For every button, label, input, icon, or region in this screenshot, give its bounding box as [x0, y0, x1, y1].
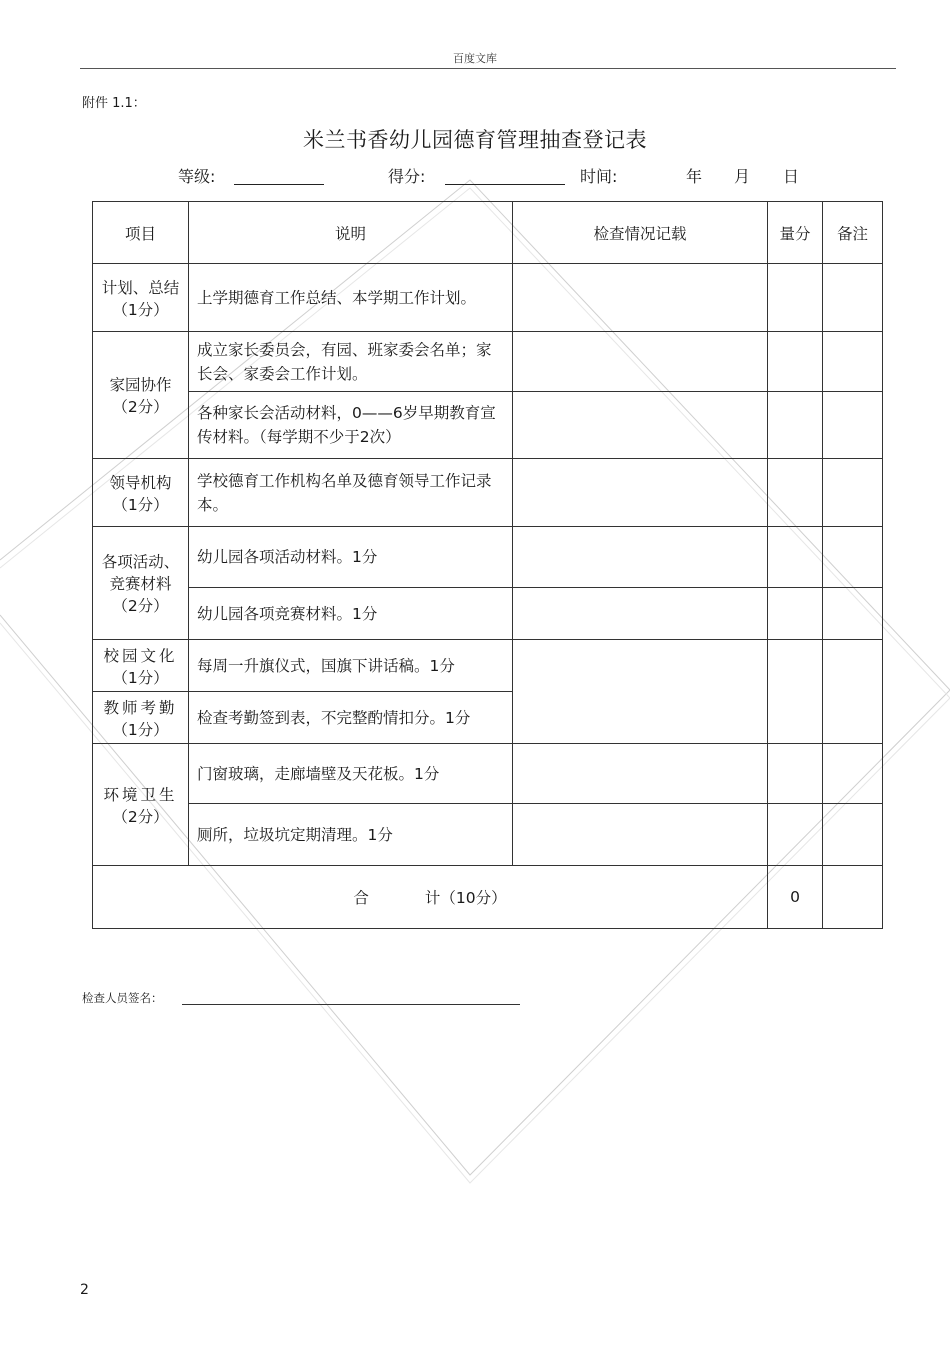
table-row — [93, 640, 883, 692]
record-cell[interactable] — [513, 744, 768, 804]
item-name: 家园协作 — [109, 376, 172, 394]
item-name: 领导机构 — [109, 473, 172, 492]
total-remarks[interactable] — [823, 866, 883, 929]
description-cell: 各种家长会活动材料，0——6岁早期教育宣传材料。（每学期不少于2次） — [189, 392, 513, 459]
item-points: （1分） — [112, 668, 169, 687]
item-points: （1分） — [112, 495, 169, 514]
time-label: 时间: — [580, 167, 618, 186]
description-cell: 幼儿园各项竞赛材料。1分 — [189, 588, 513, 640]
item-points: （1分） — [112, 720, 169, 739]
year-label: 年 — [686, 167, 703, 186]
remarks-cell[interactable] — [823, 392, 883, 459]
header-site-name: 百度文库 — [453, 52, 497, 65]
record-cell[interactable] — [513, 459, 768, 527]
total-label-b: 计（10分） — [424, 889, 507, 907]
inspection-table — [92, 201, 883, 929]
record-cell[interactable] — [513, 332, 768, 392]
item-points: （2分） — [112, 597, 169, 615]
record-cell[interactable] — [513, 588, 768, 640]
header-remarks: 备注 — [823, 202, 883, 264]
item-points: （2分） — [112, 807, 169, 826]
item-cell — [93, 459, 189, 527]
total-score[interactable]: 0 — [768, 866, 823, 929]
score-cell[interactable] — [768, 804, 823, 866]
item-cell — [93, 264, 189, 332]
score-cell[interactable] — [768, 332, 823, 392]
record-cell[interactable] — [513, 640, 768, 744]
attachment-label: 附件 1.1： — [82, 96, 146, 111]
total-row — [93, 866, 883, 929]
score-cell[interactable] — [768, 392, 823, 459]
item-name-cont: 竞赛材料 — [109, 575, 172, 593]
item-cell — [93, 640, 189, 692]
table-row — [93, 264, 883, 332]
description-cell: 每周一升旗仪式，国旗下讲话稿。1分 — [189, 640, 513, 692]
score-cell[interactable] — [768, 588, 823, 640]
header-inspection-record: 检查情况记载 — [513, 202, 768, 264]
grade-field-line — [234, 184, 324, 185]
item-name: 计划、总结 — [101, 278, 180, 297]
item-name: 各项活动、 — [101, 553, 180, 571]
table-row — [93, 392, 883, 459]
score-field-line — [445, 184, 565, 185]
item-cell — [93, 332, 189, 459]
table-row — [93, 588, 883, 640]
description-cell: 门窗玻璃，走廊墙壁及天花板。1分 — [189, 744, 513, 804]
item-cell — [93, 692, 189, 744]
record-cell[interactable] — [513, 527, 768, 588]
remarks-cell[interactable] — [823, 527, 883, 588]
remarks-cell[interactable] — [823, 744, 883, 804]
score-cell[interactable] — [768, 264, 823, 332]
month-label: 月 — [734, 167, 751, 186]
item-points: （2分） — [112, 398, 169, 416]
description-cell: 厕所，垃圾坑定期清理。1分 — [189, 804, 513, 866]
signature-line[interactable] — [182, 1004, 520, 1005]
signature-label: 检查人员签名： — [82, 991, 163, 1005]
remarks-cell[interactable] — [823, 264, 883, 332]
description-cell: 上学期德育工作总结、本学期工作计划。 — [189, 264, 513, 332]
table-row — [93, 804, 883, 866]
table-row — [93, 527, 883, 588]
score-label: 得分: — [388, 167, 426, 186]
item-points: （1分） — [112, 300, 169, 319]
remarks-cell[interactable] — [823, 459, 883, 527]
record-cell[interactable] — [513, 264, 768, 332]
description-cell: 检查考勤签到表，不完整酌情扣分。1分 — [189, 692, 513, 744]
header-item: 项目 — [93, 202, 189, 264]
description-cell: 学校德育工作机构名单及德育领导工作记录本。 — [189, 459, 513, 527]
remarks-cell[interactable] — [823, 588, 883, 640]
remarks-cell[interactable] — [823, 332, 883, 392]
table-header-row — [93, 202, 883, 264]
document-title: 米兰书香幼儿园德育管理抽查登记表 — [303, 128, 647, 152]
remarks-cell[interactable] — [823, 640, 883, 744]
day-label: 日 — [783, 167, 800, 186]
item-name: 校园文化 — [103, 646, 178, 665]
record-cell[interactable] — [513, 392, 768, 459]
score-cell[interactable] — [768, 459, 823, 527]
score-cell[interactable] — [768, 640, 823, 744]
table-row — [93, 744, 883, 804]
table-row — [93, 332, 883, 392]
total-label-a: 合 — [353, 889, 369, 907]
record-cell[interactable] — [513, 804, 768, 866]
remarks-cell[interactable] — [823, 804, 883, 866]
item-cell — [93, 527, 189, 640]
table-row — [93, 459, 883, 527]
item-name: 环境卫生 — [103, 785, 178, 804]
description-cell: 幼儿园各项活动材料。1分 — [189, 527, 513, 588]
header-score: 量分 — [768, 202, 823, 264]
score-cell[interactable] — [768, 744, 823, 804]
item-cell — [93, 744, 189, 866]
item-name: 教师考勤 — [103, 698, 178, 717]
description-cell: 成立家长委员会，有园、班家委会名单；家长会、家委会工作计划。 — [189, 332, 513, 392]
total-label-cell — [93, 866, 768, 929]
page-number: 2 — [80, 1282, 89, 1298]
header-description: 说明 — [189, 202, 513, 264]
grade-label: 等级: — [178, 167, 216, 186]
score-cell[interactable] — [768, 527, 823, 588]
